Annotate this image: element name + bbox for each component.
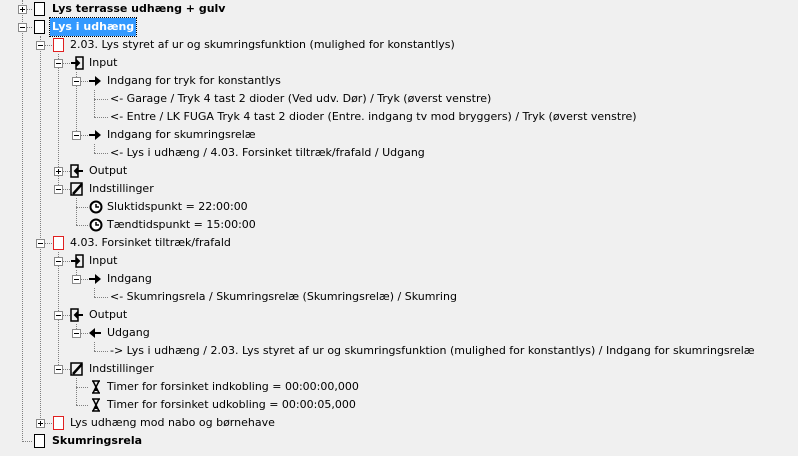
tree-item-label: Skumringsrela — [52, 434, 143, 447]
arrow-right-icon — [88, 74, 102, 88]
tree-item-label: Timer for forsinket udkobling = 00:00:05,000 — [107, 398, 356, 411]
tree-item-indgang-konstantlys[interactable] — [105, 72, 283, 90]
page-icon — [34, 2, 45, 16]
page-icon — [34, 20, 45, 34]
tree-item-label: Lys udhæng mod nabo og børnehave — [70, 416, 275, 429]
tree-item-output[interactable] — [87, 306, 129, 324]
tree-line — [76, 378, 77, 405]
tree-line — [94, 342, 95, 351]
module-icon — [53, 416, 64, 430]
tree-item-label: Indstillinger — [89, 362, 154, 375]
output-icon — [70, 308, 84, 322]
tree-item-label: Timer for forsinket indkobling = 00:00:00,000 — [107, 380, 359, 393]
tree-item-link-udgang[interactable] — [108, 144, 427, 162]
tree-item-label: Output — [89, 308, 128, 321]
tree-item-indgang-skumringsrelae[interactable] — [105, 126, 258, 144]
tree-line — [22, 441, 32, 442]
tree-item-indstillinger[interactable] — [87, 360, 156, 378]
tree-item-label: Lys terrasse udhæng + gulv — [52, 2, 226, 15]
tree-item-taendtidspunkt[interactable] — [105, 216, 258, 234]
collapse-button[interactable] — [18, 23, 27, 32]
tree-line — [94, 144, 95, 153]
module-icon — [53, 236, 64, 250]
tree-line — [94, 288, 95, 297]
collapse-button[interactable] — [54, 185, 63, 194]
tree-line — [76, 387, 88, 388]
collapse-button[interactable] — [54, 311, 63, 320]
tree-line — [76, 207, 88, 208]
collapse-button[interactable] — [54, 365, 63, 374]
tree-line — [94, 153, 108, 154]
tree-item-label: Input — [89, 56, 118, 69]
collapse-button[interactable] — [72, 77, 81, 86]
tree-item-link-skumring[interactable] — [108, 288, 459, 306]
collapse-button[interactable] — [36, 239, 45, 248]
input-icon — [70, 56, 84, 70]
tree-item-input[interactable] — [87, 54, 119, 72]
settings-pencil-icon — [70, 182, 84, 196]
tree-item-link-entre[interactable] — [108, 108, 639, 126]
tree-line — [94, 297, 108, 298]
settings-pencil-icon — [70, 362, 84, 376]
tree-item-input[interactable] — [87, 252, 119, 270]
tree-item-timer-udkobling[interactable] — [105, 396, 358, 414]
tree-item-skumringsrela[interactable] — [50, 432, 144, 450]
tree-item-label: Udgang — [107, 326, 150, 339]
tree-item-module-203[interactable] — [68, 36, 457, 54]
arrow-right-icon — [88, 272, 102, 286]
arrow-left-icon — [88, 326, 102, 340]
tree-item-label: Indgang for skumringsrelæ — [107, 128, 256, 141]
module-icon — [53, 38, 64, 52]
tree-item-lys-udhaeng-nabo[interactable] — [68, 414, 277, 432]
tree-item-indgang[interactable] — [105, 270, 154, 288]
tree-item-lys-terrasse[interactable] — [50, 0, 227, 18]
tree-item-udgang[interactable] — [105, 324, 152, 342]
tree-line — [94, 99, 108, 100]
tree-item-label: Tændtidspunkt = 15:00:00 — [107, 218, 256, 231]
tree-line — [76, 198, 77, 225]
tree-line — [76, 405, 88, 406]
tree-item-link-garage[interactable] — [108, 90, 493, 108]
tree-line — [94, 117, 108, 118]
tree-line — [94, 351, 108, 352]
tree-item-label: 2.03. Lys styret af ur og skumringsfunktion (mulighed for konstantlys) — [70, 38, 455, 51]
clock-icon — [89, 200, 103, 214]
tree-item-label: <- Entre / LK FUGA Tryk 4 tast 2 dioder (Entre. indgang tv mod bryggers) / Tryk (øverst venstre) — [110, 110, 637, 123]
tree-item-label: 4.03. Forsinket tiltræk/frafald — [70, 236, 231, 249]
expand-button[interactable] — [54, 167, 63, 176]
page-icon — [34, 434, 45, 448]
expand-button[interactable] — [18, 5, 27, 14]
tree-item-label: Sluktidspunkt = 22:00:00 — [107, 200, 248, 213]
tree-line — [40, 36, 41, 422]
tree-item-label: Output — [89, 164, 128, 177]
tree-item-lys-i-udhaeng[interactable] — [50, 18, 136, 36]
hourglass-icon — [89, 380, 103, 394]
collapse-button[interactable] — [72, 131, 81, 140]
tree-item-label: Indgang for tryk for konstantlys — [107, 74, 281, 87]
tree-item-label: Input — [89, 254, 118, 267]
clock-icon — [89, 218, 103, 232]
tree-item-label: <- Garage / Tryk 4 tast 2 dioder (Ved udv. Dør) / Tryk (øverst venstre) — [110, 92, 492, 105]
tree-item-label: <- Skumringsrela / Skumringsrelæ (Skumringsrelæ) / Skumring — [110, 290, 457, 303]
output-icon — [70, 164, 84, 178]
arrow-right-icon — [88, 128, 102, 142]
tree-item-module-403[interactable] — [68, 234, 233, 252]
tree-item-sluktidspunkt[interactable] — [105, 198, 250, 216]
input-icon — [70, 254, 84, 268]
tree-item-label: <- Lys i udhæng / 4.03. Forsinket tiltræk/frafald / Udgang — [110, 146, 425, 159]
tree-item-label: Indstillinger — [89, 182, 154, 195]
collapse-button[interactable] — [72, 275, 81, 284]
collapse-button[interactable] — [72, 329, 81, 338]
tree-item-indstillinger[interactable] — [87, 180, 156, 198]
tree-item-label: Lys i udhæng — [50, 18, 136, 36]
tree-item-timer-indkobling[interactable] — [105, 378, 361, 396]
hourglass-icon — [89, 398, 103, 412]
expand-button[interactable] — [36, 419, 45, 428]
tree-line — [94, 90, 95, 117]
tree-line — [22, 0, 23, 440]
tree-item-label: -> Lys i udhæng / 2.03. Lys styret af ur og skumringsfunktion (mulighed for konstantlys) / Indgang for skumringsrelæ — [110, 344, 755, 357]
collapse-button[interactable] — [54, 257, 63, 266]
tree-item-link-out[interactable] — [108, 342, 757, 360]
collapse-button[interactable] — [54, 59, 63, 68]
collapse-button[interactable] — [36, 41, 45, 50]
tree-item-label: Indgang — [107, 272, 152, 285]
tree-line — [76, 225, 88, 226]
tree-item-output[interactable] — [87, 162, 129, 180]
